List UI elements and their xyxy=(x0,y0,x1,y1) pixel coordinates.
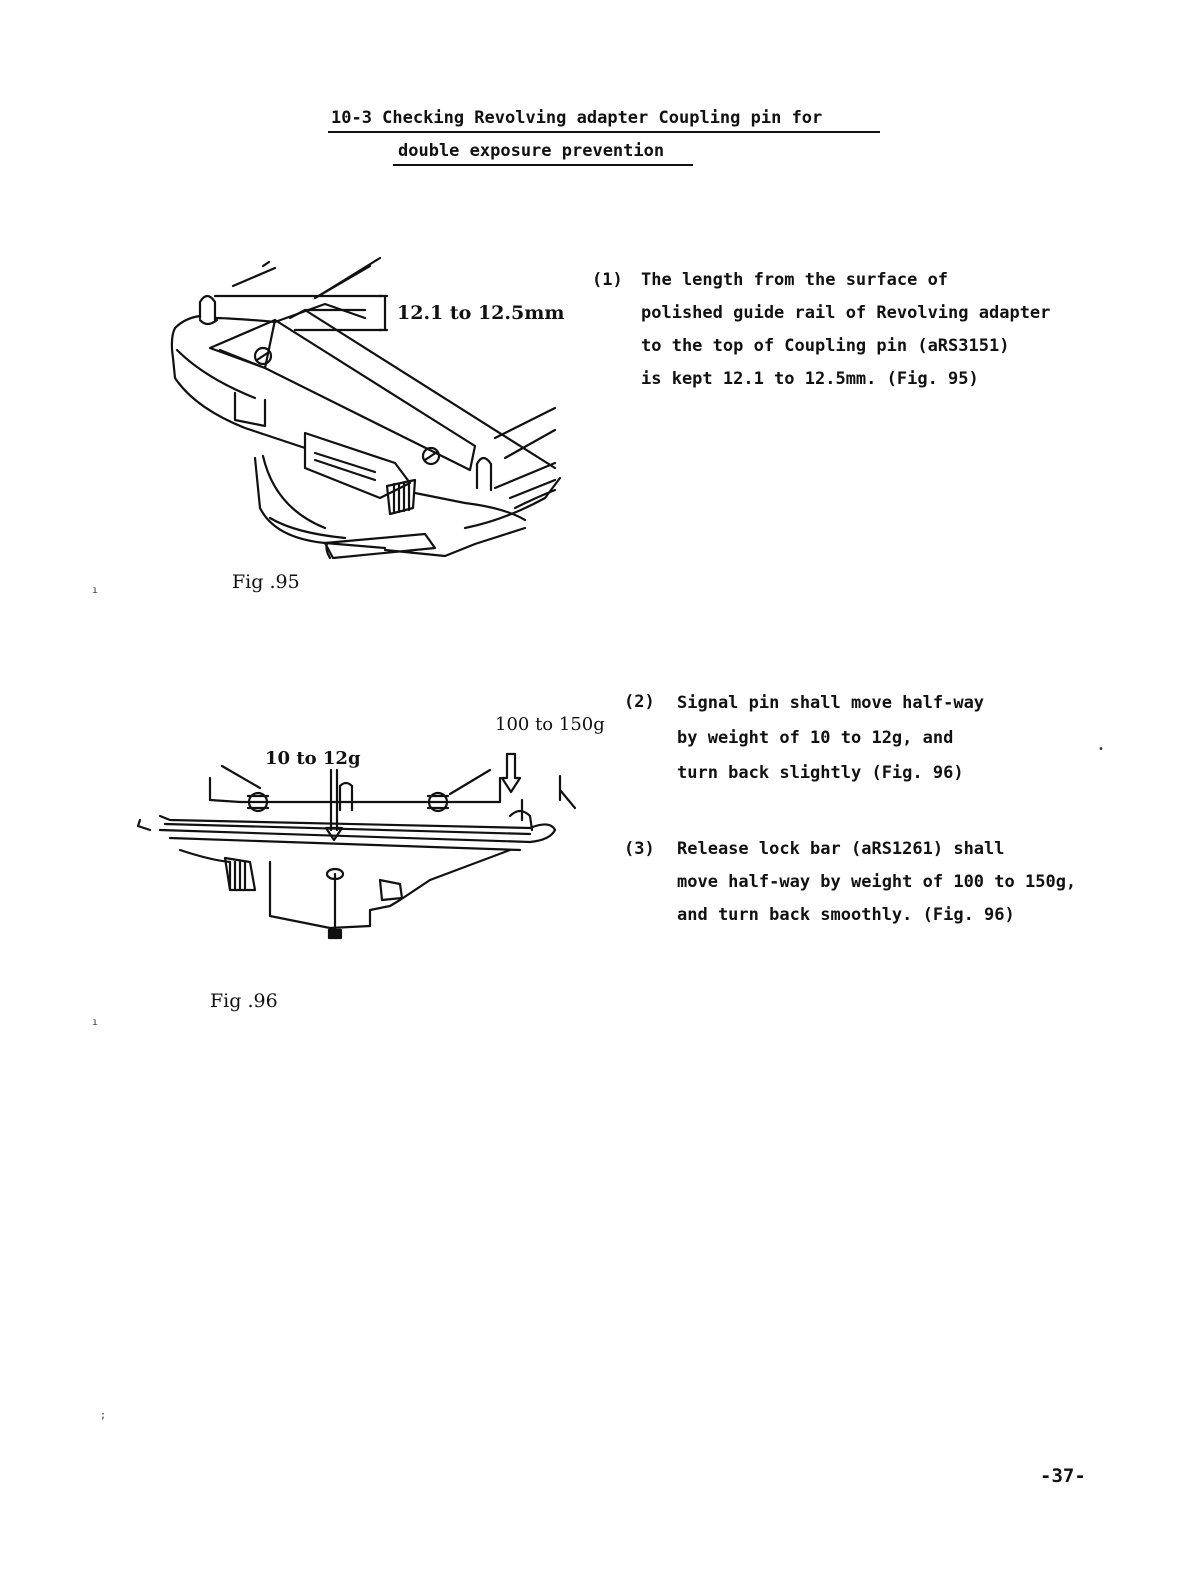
paragraph-3-text xyxy=(677,833,1076,932)
paragraph-2-number: (2) xyxy=(624,692,655,712)
paragraph-1-line: is kept 12.1 to 12.5mm. (Fig. 95) xyxy=(641,369,979,389)
paragraph-1-line: to the top of Coupling pin (aRS3151) xyxy=(641,336,1010,356)
paragraph-3-line: and turn back smoothly. (Fig. 96) xyxy=(677,905,1015,925)
paragraph-2-line: by weight of 10 to 12g, and xyxy=(677,728,954,748)
paragraph-1-line: polished guide rail of Revolving adapter xyxy=(641,303,1051,323)
figure-95-label: Fig .95 xyxy=(232,571,300,593)
scan-speck: ; xyxy=(100,1410,107,1421)
figure-96-drawing xyxy=(130,750,590,950)
figure-96-label: Fig .96 xyxy=(210,990,278,1012)
scan-speck: ı xyxy=(92,585,99,596)
scan-speck: ı xyxy=(92,1017,99,1028)
page-number: -37- xyxy=(1040,1465,1086,1487)
paragraph-2-line: turn back slightly (Fig. 96) xyxy=(677,763,964,783)
section-heading-line-2: double exposure prevention xyxy=(398,141,665,161)
figure-96-weight-right: 100 to 150g xyxy=(495,714,605,735)
section-heading-line-1: 10-3 Checking Revolving adapter Coupling pin for xyxy=(331,108,823,128)
paragraph-3-line: Release lock bar (aRS1261) shall xyxy=(677,839,1005,859)
scan-speck: • xyxy=(1098,744,1105,755)
heading-underline-2 xyxy=(393,164,693,166)
paragraph-3-line: move half-way by weight of 100 to 150g, xyxy=(677,872,1077,892)
paragraph-2-line: Signal pin shall move half-way xyxy=(677,693,985,713)
paragraph-1-text xyxy=(641,264,1050,396)
heading-underline-1 xyxy=(328,131,880,133)
figure-96-weight-left: 10 to 12g xyxy=(265,748,361,769)
figure-95-dimension-label: 12.1 to 12.5mm xyxy=(397,302,565,324)
paragraph-2-text xyxy=(677,686,984,791)
paragraph-1-number: (1) xyxy=(592,270,623,290)
paragraph-1-line: The length from the surface of xyxy=(641,270,949,290)
paragraph-3-number: (3) xyxy=(624,839,655,859)
